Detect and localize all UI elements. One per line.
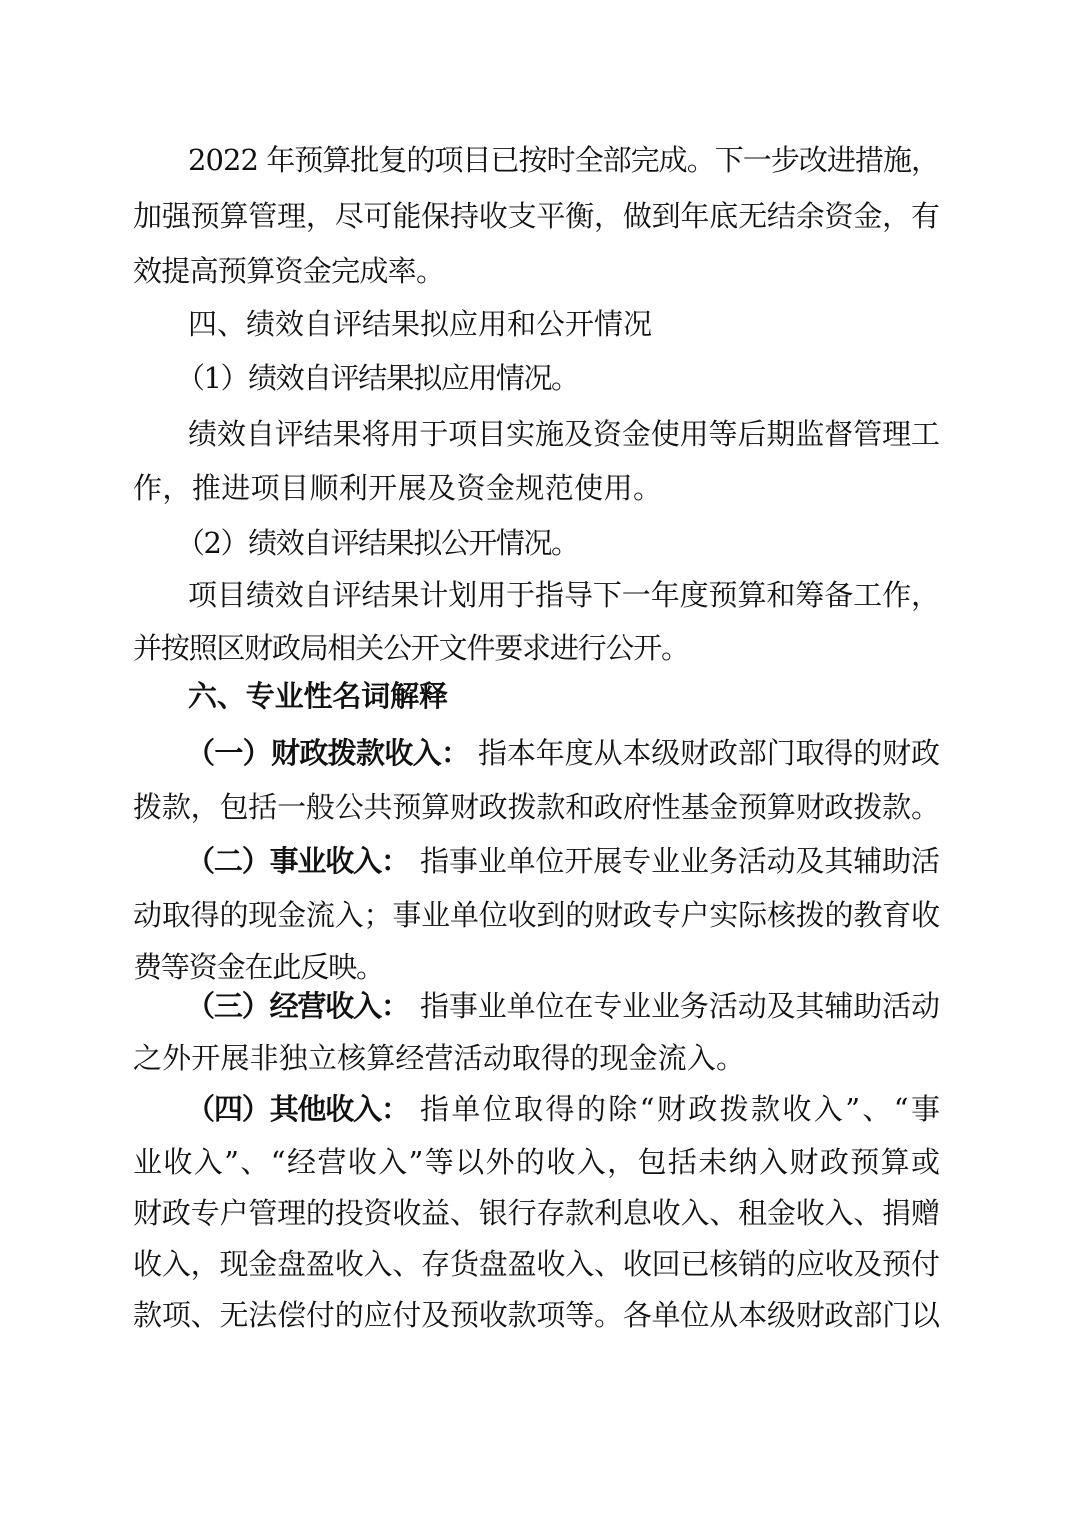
section-4-heading: 四、绩效自评结果拟应用和公开情况 [188,307,652,341]
text-line: 财政专户管理的投资收益、银行存款利息收入、租金收入、捐赠 [133,1196,940,1230]
paragraph-line [0,1134,1074,1190]
paragraph-line [0,460,1074,516]
definition-line [0,978,1074,1034]
paragraph-line [0,243,1074,299]
term-label: （四）其他收入： [186,1092,409,1126]
text-line: 指事业单位开展专业业务活动及其辅助活 [420,844,940,878]
term-label: （二）事业收入： [186,844,409,878]
section-heading [0,296,1074,352]
paragraph-line [0,887,1074,943]
text-line: 拨款，包括一般公共预算财政拨款和政府性基金预算财政拨款。 [133,790,940,824]
paragraph-line [0,1236,1074,1292]
paragraph-line [0,1287,1074,1343]
definition-line [0,725,1074,781]
text-line: 2022 年预算批复的项目已按时全部完成。下一步改进措施， [188,143,940,177]
text-line: 款项、无法偿付的应付及预收款项等。各单位从本级财政部门以 [133,1298,940,1332]
subheading-1: （1）绩效自评结果拟应用情况。 [176,361,579,395]
text-line: 费等资金在此反映。 [133,950,384,984]
term-label: （三）经营收入： [186,989,409,1023]
definition-line [0,1081,1074,1137]
section-heading [0,668,1074,724]
text-line: 效提高预算资金完成率。 [133,254,445,288]
text-line: 指单位取得的除“财政拨款收入”、“事 [420,1092,943,1126]
paragraph-line [0,567,1074,623]
text-line: 动取得的现金流入；事业单位收到的财政专户实际核拨的教育收 [133,898,940,932]
paragraph-line [0,132,1074,188]
paragraph-line [0,1185,1074,1241]
paragraph-line [0,406,1074,462]
text-line: 并按照区财政局相关公开文件要求进行公开。 [133,631,689,665]
section-6-heading: 六、专业性名词解释 [188,679,448,713]
paragraph-line [0,1030,1074,1086]
text-line: 绩效自评结果将用于项目实施及资金使用等后期监督管理工 [188,417,940,451]
text-line: 收入，现金盘盈收入、存货盘盈收入、收回已核销的应收及预付 [133,1247,940,1281]
text-line: 项目绩效自评结果计划用于指导下一年度预算和筹备工作， [188,578,940,612]
subheading [0,515,1074,571]
paragraph-line [0,188,1074,244]
text-line: 之外开展非独立核算经营活动取得的现金流入。 [133,1041,746,1075]
text-line: 加强预算管理，尽可能保持收支平衡，做到年底无结余资金，有 [133,199,940,233]
subheading [0,350,1074,406]
text-line: 业收入”、“经营收入”等以外的收入，包括未纳入财政预算或 [133,1145,942,1179]
term-label: （一）财政拨款收入： [186,736,470,770]
definition-line [0,833,1074,889]
text-line: 作，推进项目顺利开展及资金规范使用。 [133,471,663,505]
subheading-2: （2）绩效自评结果拟公开情况。 [176,526,579,560]
paragraph-line [0,779,1074,835]
text-line: 指本年度从本级财政部门取得的财政 [478,736,940,770]
text-line: 指事业单位在专业业务活动及其辅助活动 [420,989,940,1023]
